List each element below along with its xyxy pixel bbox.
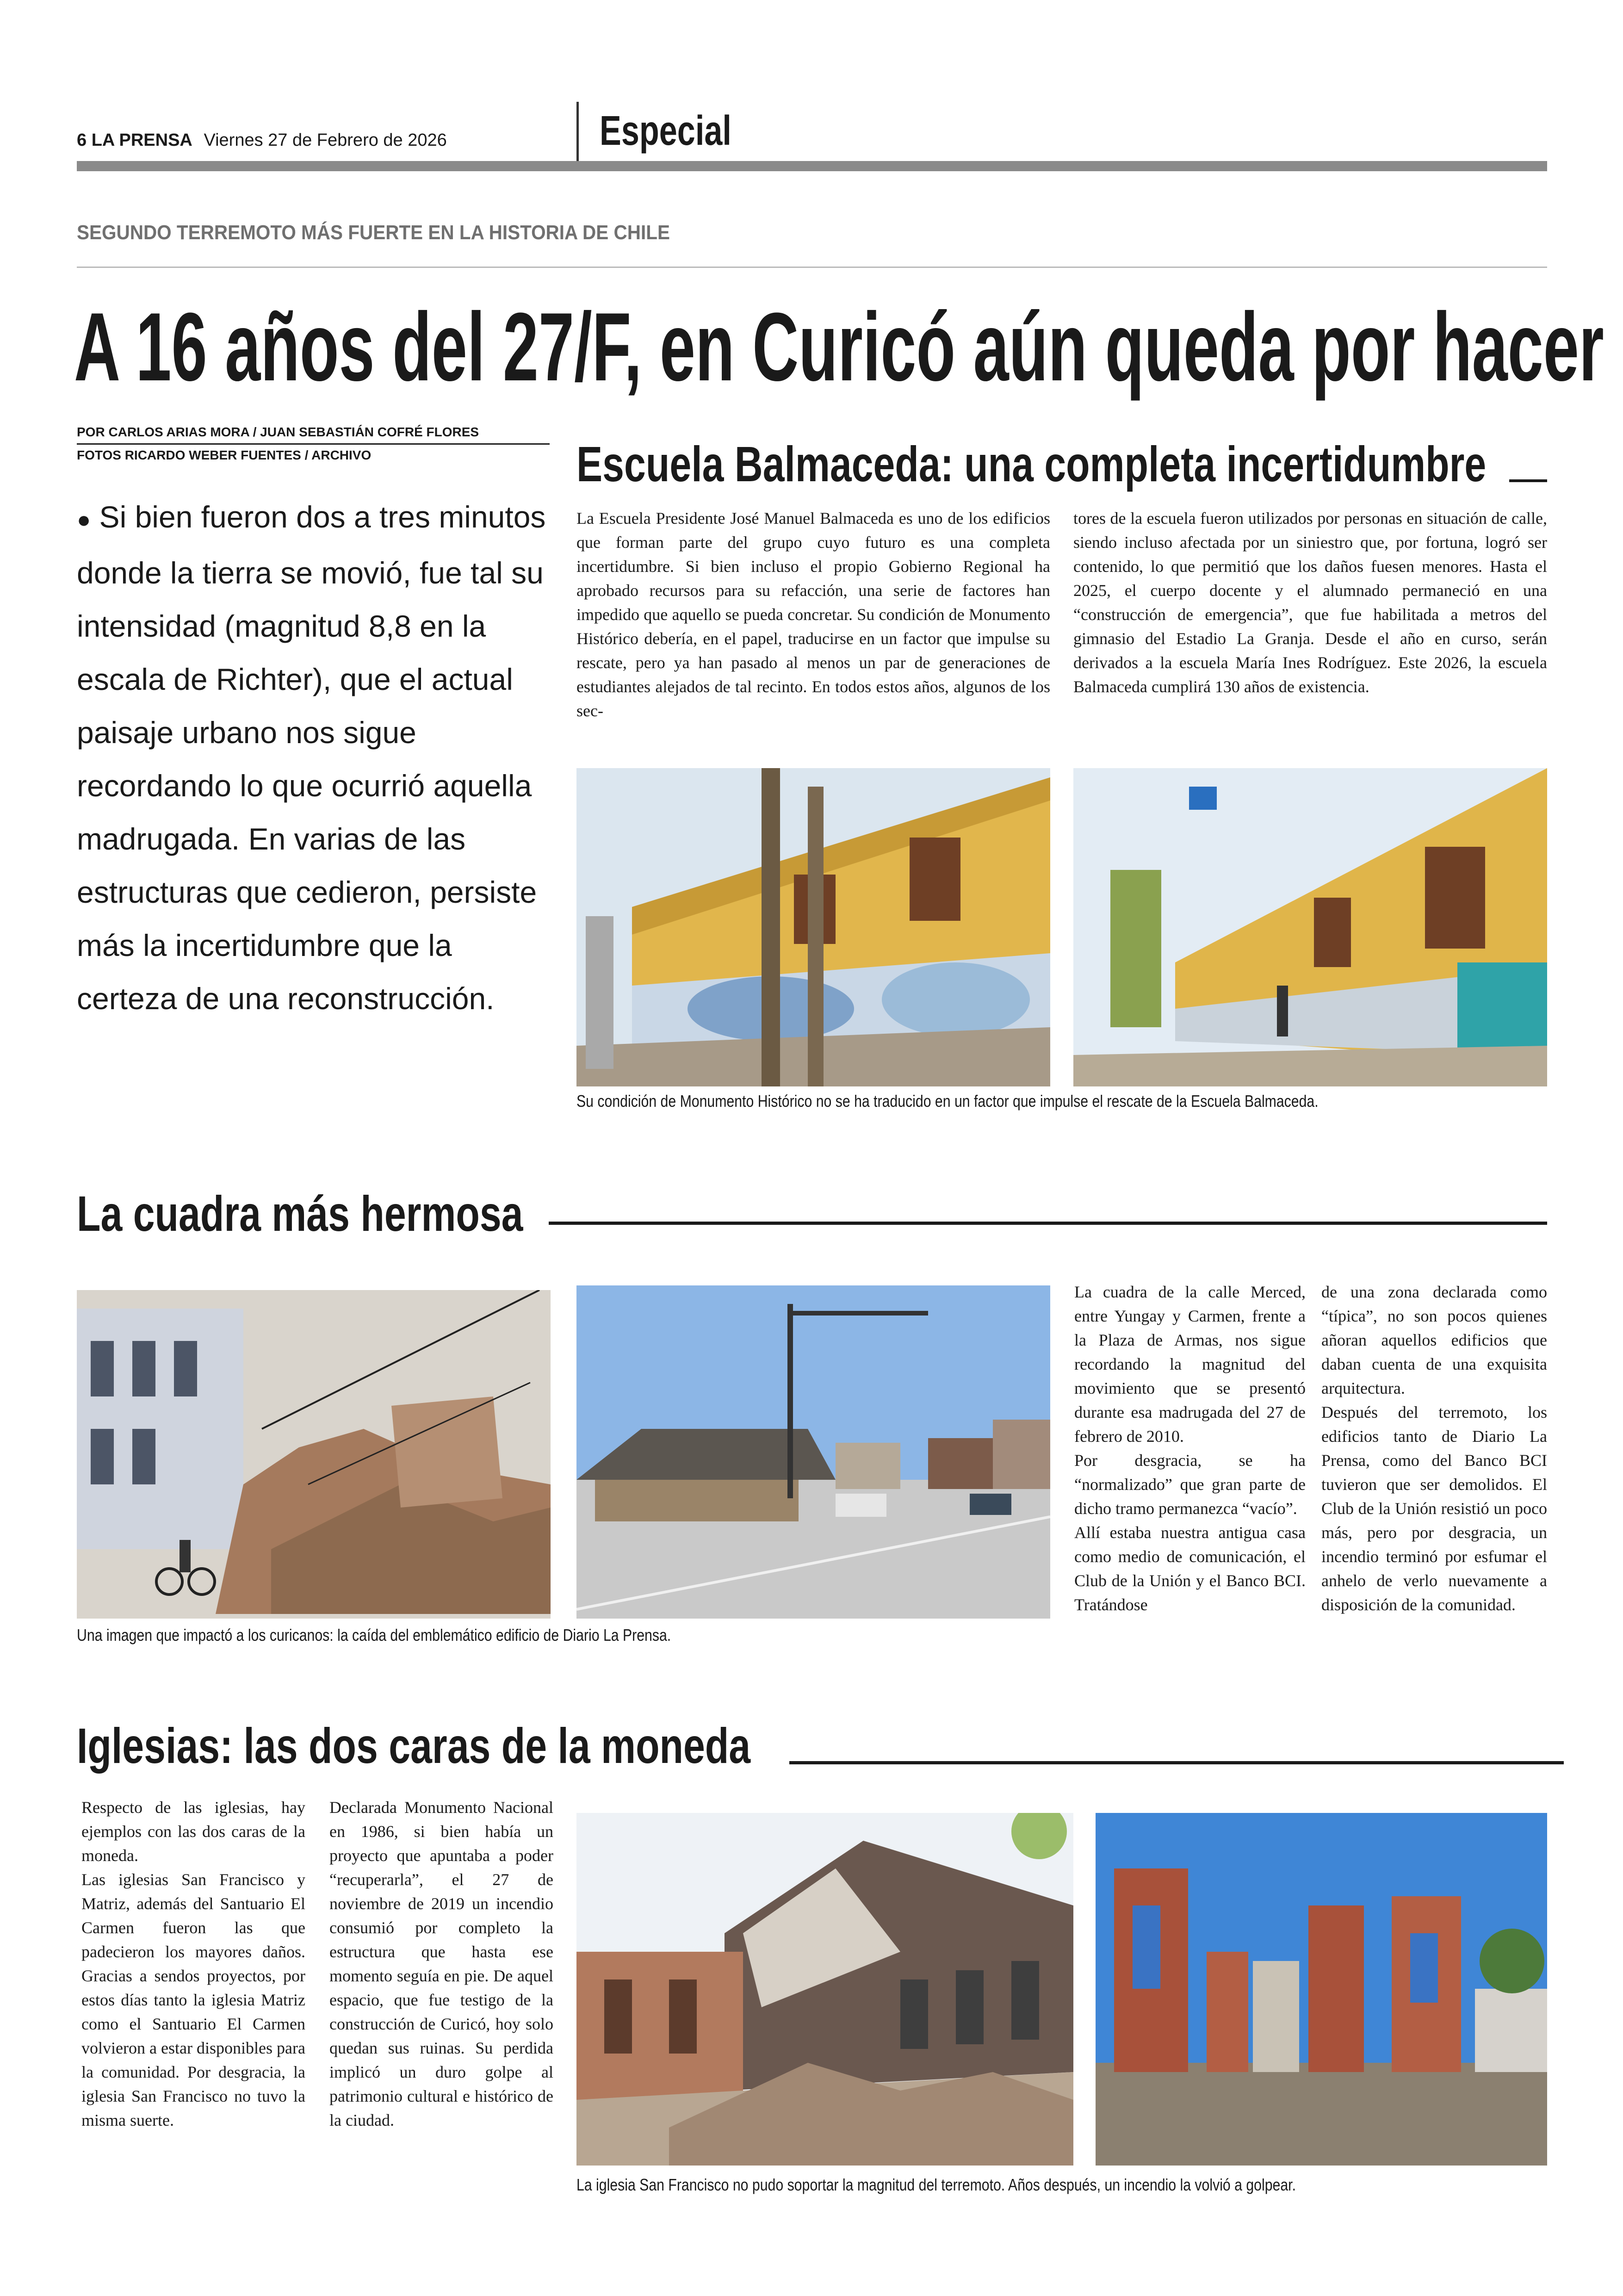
- cuadra-col-1-p1: La cuadra de la calle Merced, entre Yungay y Carmen, frente a la Plaza de Armas, nos sigue recordando la magnitud del movimiento que se presentó durante esa madrugada del 27 de febrero de 2010.: [1074, 1283, 1306, 1446]
- cuadra-col-2-p1: de una zona declarada como “típica”, no son pocos quienes añoran aquellos edificios que daban cuenta de una exquisita arquitectura.: [1321, 1283, 1547, 1397]
- cuadra-caption: Una imagen que impactó a los curicanos: la caída del emblemático edificio de Diario La Prensa.: [77, 1626, 671, 1644]
- iglesias-col-1-p1: Respecto de las iglesias, hay ejemplos con las dos caras de la moneda.: [81, 1798, 305, 1865]
- balmaceda-photo-2: [1073, 768, 1547, 1086]
- byline-authors: POR CARLOS ARIAS MORA / JUAN SEBASTIÁN COFRÉ FLORES: [77, 425, 479, 439]
- paper-name: LA PRENSA: [91, 130, 192, 150]
- page-number: 6: [77, 130, 87, 150]
- cuadra-title-rule: [549, 1222, 1547, 1225]
- iglesias-col-2-p1: Declarada Monumento Nacional en 1986, si bien había un proyecto que apuntaba a poder “recuperarla”, el 27 de noviembre de 2019 un incendio consumió por completo la estructura que hasta ese momento seguía en pie. De aquel espacio, que fue testigo de la construcción de Curicó, hoy solo quedan sus ruinas. Su perdida implicó un duro golpe al patrimonio cultural e histórico de la ciudad.: [329, 1798, 553, 2129]
- cuadra-col-1-p2: Por desgracia, se ha “normalizado” que gran parte de dicho tramo permanezca “vacío”.: [1074, 1451, 1306, 1518]
- cuadra-photo-1: [77, 1290, 551, 1619]
- cuadra-col-2: [1321, 1280, 1547, 1617]
- section-label: Especial: [600, 108, 731, 154]
- iglesias-title: Iglesias: las dos caras de la moneda: [77, 1718, 751, 1774]
- byline-rule: [77, 443, 550, 445]
- issue-date: Viernes 27 de Febrero de 2026: [204, 130, 447, 150]
- headline: A 16 años del 27/F, en Curicó aún queda por hacer: [74, 292, 1604, 401]
- iglesias-col-2: [329, 1795, 553, 2132]
- iglesias-photo-1: [576, 1813, 1073, 2166]
- folio: [77, 130, 447, 150]
- header-bar: [77, 161, 1547, 171]
- cuadra-col-2-p2: Después del terremoto, los edificios tanto de Diario La Prensa, como del Banco BCI tuvieron que ser demolidos. El Club de la Unión resistió un poco más, pero por desgracia, un incendio terminó por esfumar el anhelo de verlo nuevamente a disposición de la comunidad.: [1321, 1403, 1547, 1614]
- byline-photos: FOTOS RICARDO WEBER FUENTES / ARCHIVO: [77, 448, 372, 462]
- balmaceda-title-rule: [1509, 479, 1547, 482]
- balmaceda-title: Escuela Balmaceda: una completa incertidumbre: [576, 436, 1487, 492]
- lead-bullet: ●: [77, 507, 91, 533]
- lead-text: Si bien fueron dos a tres minutos donde la tierra se movió, fue tal su intensidad (magnitud 8,8 en la escala de Richter), que el actual paisaje urbano nos sigue recordando lo que ocurrió aquella madrugada. En varias de las estructuras que cedieron, persiste más la incertidumbre que la certeza de una reconstrucción.: [77, 500, 546, 1016]
- cuadra-col-1-p3: Allí estaba nuestra antigua casa como medio de comunicación, el Club de la Unión y el Banco BCI. Tratándose: [1074, 1523, 1306, 1614]
- iglesias-photo-2: [1096, 1813, 1547, 2166]
- lead-paragraph: [77, 490, 553, 1025]
- balmaceda-photo-1: [576, 768, 1050, 1086]
- kicker: SEGUNDO TERREMOTO MÁS FUERTE EN LA HISTORIA DE CHILE: [77, 221, 670, 244]
- cuadra-col-1: [1074, 1280, 1306, 1617]
- balmaceda-caption: Su condición de Monumento Histórico no se ha traducido en un factor que impulse el rescate de la Escuela Balmaceda.: [576, 1092, 1319, 1111]
- kicker-rule: [77, 267, 1547, 268]
- iglesias-col-1-p2: Las iglesias San Francisco y Matriz, además del Santuario El Carmen fueron las que padecieron los mayores daños. Gracias a sendos proyectos, por estos días tanto la iglesia Matriz como el Santuario El Carmen volvieron a estar disponibles para la comunidad. Por desgracia, la iglesia San Francisco no tuvo la misma suerte.: [81, 1870, 305, 2129]
- balmaceda-col-2: tores de la escuela fueron utilizados por personas en situación de calle, siendo incluso afectada por un siniestro que, por fortuna, logró ser contenido, lo que permitió que los daños fuesen menores. Hasta el 2025, el cuerpo docente y el alumnado permaneció en una “construcción de emergencia”, que fue habilitada a metros del gimnasio del Estadio La Granja. Desde el año en curso, serán derivados a la escuela María Ines Rodríguez. Este 2026, la escuela Balmaceda cumplirá 130 años de existencia.: [1073, 509, 1547, 696]
- cuadra-photo-2: [576, 1285, 1050, 1619]
- balmaceda-col-1: La Escuela Presidente José Manuel Balmaceda es uno de los edificios que forman parte del grupo cuyo futuro es una completa incertidumbre. Si bien incluso el propio Gobierno Regional ha aprobado recursos para su refacción, una serie de factores han impedido que aquello se pueda concretar. Su condición de Monumento Histórico debería, en el papel, traducirse en un factor que impulse su rescate, pero ya han pasado al menos un par de generaciones de estudiantes alejados de tal recinto. En todos estos años, algunos de los sec-: [576, 509, 1050, 720]
- iglesias-title-rule: [789, 1761, 1564, 1764]
- iglesias-col-1: [81, 1795, 305, 2132]
- header-divider: [576, 102, 579, 167]
- cuadra-title: La cuadra más hermosa: [77, 1185, 523, 1241]
- iglesias-caption: La iglesia San Francisco no pudo soportar la magnitud del terremoto. Años después, un incendio la volvió a golpear.: [576, 2175, 1296, 2194]
